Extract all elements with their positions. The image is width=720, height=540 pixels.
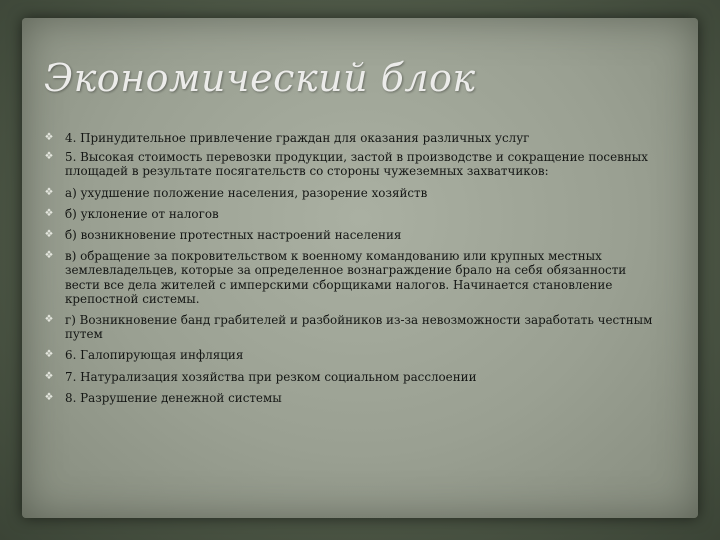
list-item-text: б) возникновение протестных настроений населения bbox=[65, 228, 402, 243]
list-item-text: 8. Разрушение денежной системы bbox=[65, 390, 282, 405]
bullet-list bbox=[44, 126, 656, 405]
list-item bbox=[44, 348, 656, 362]
diamond-bullet-icon: ❖ bbox=[44, 186, 54, 198]
diamond-bullet-icon: ❖ bbox=[44, 132, 54, 143]
diamond-bullet-icon: ❖ bbox=[44, 229, 54, 241]
list-item bbox=[44, 391, 656, 405]
diamond-bullet-icon: ❖ bbox=[44, 314, 54, 326]
list-item-text: г) Возникновение банд грабителей и разбойников из-за невозможности заработать честным путем bbox=[65, 313, 653, 342]
list-item bbox=[44, 228, 656, 242]
list-item-text: 7. Натурализация хозяйства при резком социальном расслоении bbox=[65, 369, 477, 384]
list-item bbox=[44, 207, 656, 221]
diamond-bullet-icon: ❖ bbox=[44, 250, 54, 262]
list-item-text: а) ухудшение положение населения, разорение хозяйств bbox=[65, 185, 428, 200]
diamond-bullet-icon: ❖ bbox=[44, 207, 54, 219]
slide-title: Экономический блок bbox=[44, 56, 476, 100]
list-item-text: б) уклонение от налогов bbox=[65, 206, 219, 221]
list-item-text: 5. Высокая стоимость перевозки продукции, застой в производстве и сокращение посевных площадей в результате посягательств со стороны чужеземных захватчиков: bbox=[65, 150, 648, 179]
list-item bbox=[44, 131, 656, 145]
list-item bbox=[44, 313, 656, 341]
diamond-bullet-icon: ❖ bbox=[44, 349, 54, 361]
list-item bbox=[44, 186, 656, 200]
list-item-text: в) обращение за покровительством к военному командованию или крупных местных землевладельцев, которые за определенное вознаграждение брало на себя обязанности вести все дела жителей с имперскими сборщиками налогов. Начинается становление крепостной системы. bbox=[65, 249, 627, 306]
diamond-bullet-icon: ❖ bbox=[44, 151, 54, 163]
list-item-text: 6. Галопирующая инфляция bbox=[65, 348, 244, 363]
list-item bbox=[44, 150, 656, 178]
diamond-bullet-icon: ❖ bbox=[44, 391, 54, 403]
list-item bbox=[44, 249, 656, 306]
list-item-text: 4. Принудительное привлечение граждан для оказания различных услуг bbox=[65, 131, 530, 145]
list-item bbox=[44, 370, 656, 384]
diamond-bullet-icon: ❖ bbox=[44, 370, 54, 382]
